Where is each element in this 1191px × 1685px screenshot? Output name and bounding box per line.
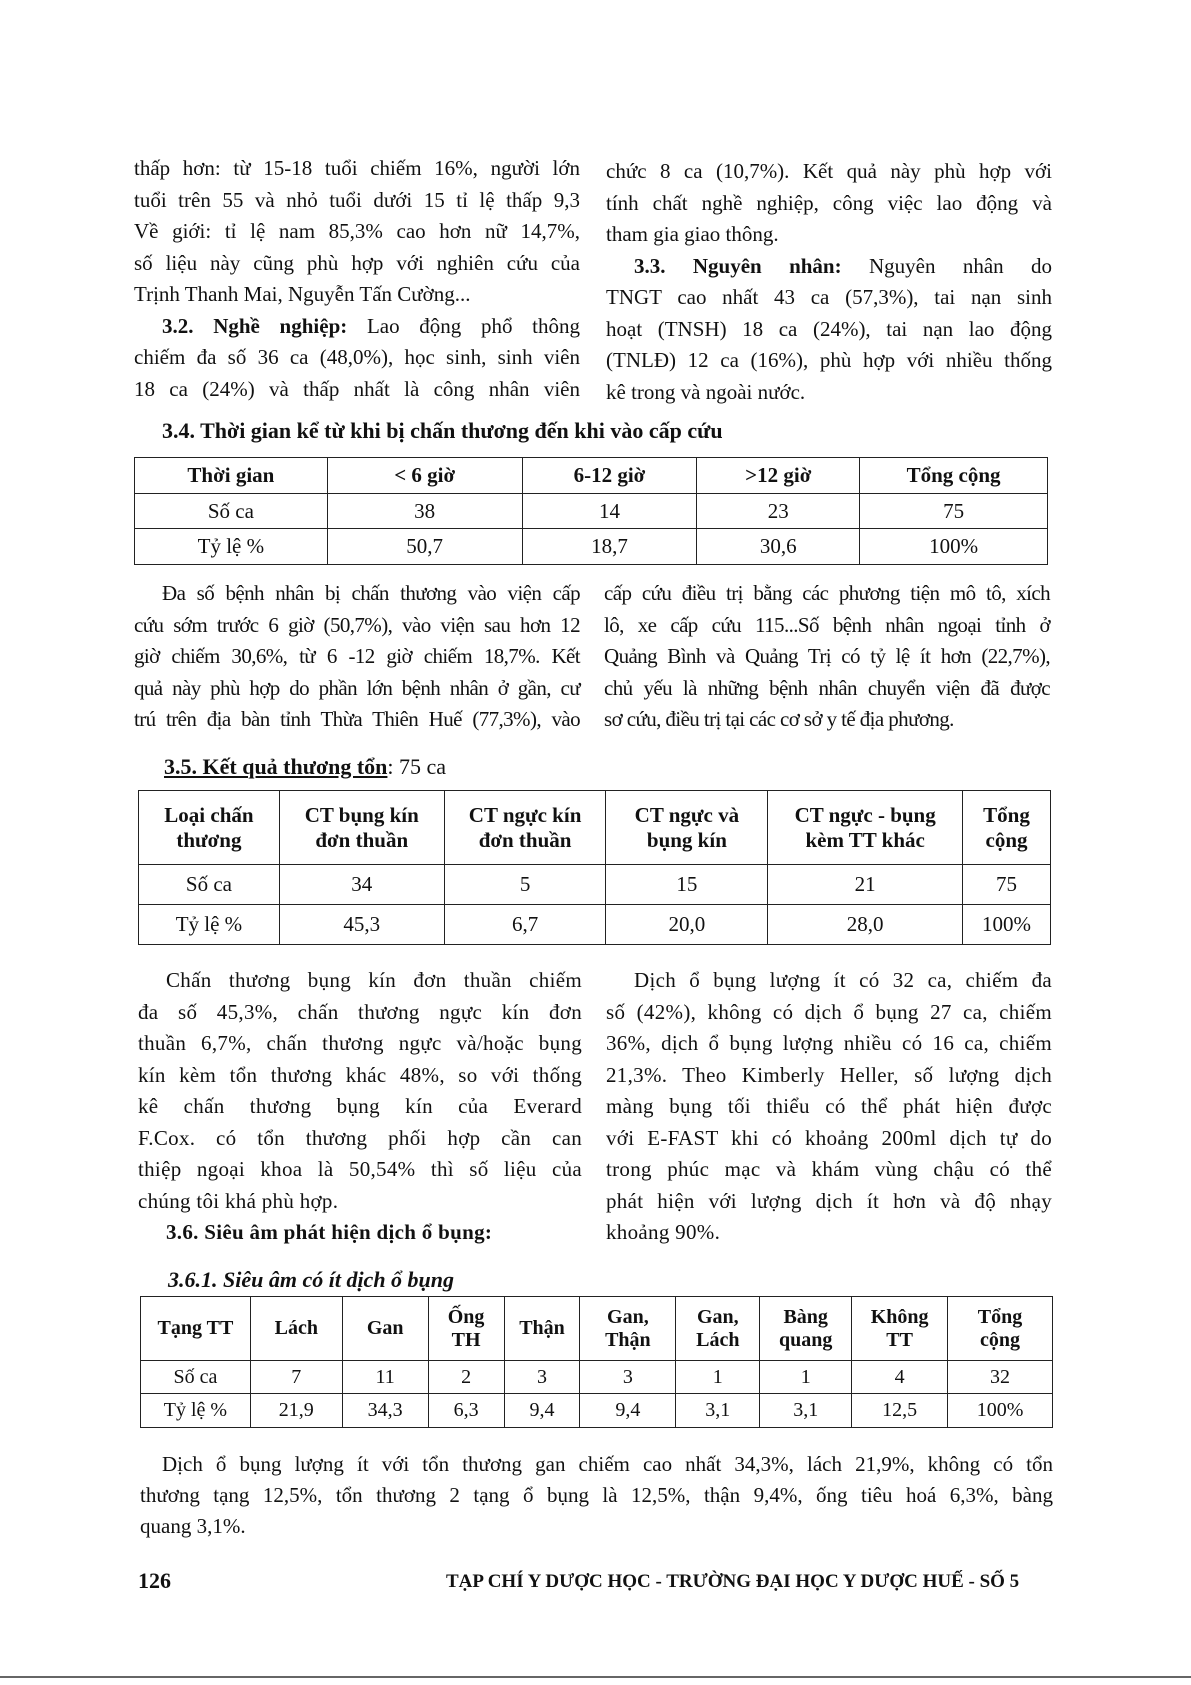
table-cell: 14 [522,494,697,529]
table-cell: 3 [580,1361,676,1394]
text-line: kê chấn thương bụng kín của Everard [138,1094,582,1118]
table-cell: 21 [768,865,963,905]
text-line: 36%, dịch ổ bụng lượng nhiều có 16 ca, chiếm [606,1031,1052,1055]
table-row [135,529,1048,565]
text-line: khoảng 90%. [606,1220,721,1244]
section-heading-3-5 [164,754,446,780]
table-header-cell: CT bụng kín đơn thuần [279,791,444,865]
fluid-organ-table [140,1296,1053,1428]
s35-left-column [138,965,582,1249]
text-line: Dịch ổ bụng lượng ít với tổn thương gan chiếm cao nhất 34,3%, lách 21,9%, không có tổn [162,1452,1053,1476]
table-cell: Tỷ lệ % [141,1394,251,1428]
table-cell: 45,3 [279,905,444,945]
s361-paragraph [140,1449,1053,1542]
table-cell: 9,4 [504,1394,580,1428]
text-line: kín kèm tổn thương khác 48%, so với thống [138,1062,582,1087]
table-cell: 1 [760,1361,852,1394]
table-cell: Tỷ lệ % [135,529,328,565]
s35-right-column [606,965,1052,1249]
section-heading-3-3: 3.3. Nguyên nhân: [634,253,842,278]
section-heading-3-2: 3.2. Nghề nghiệp: [162,313,348,338]
table-cell: Số ca [135,494,328,529]
table-cell: 28,0 [768,905,963,945]
table-cell: 100% [860,529,1048,565]
table-cell: 100% [963,905,1051,945]
text-line: cấp cứu điều trị bằng các phương tiện mô tô, xích [604,581,1050,605]
table-cell: 15 [606,865,768,905]
text-line: F.Cox. có tổn thương phối hợp cần can [138,1125,582,1150]
table-cell: 5 [444,865,606,905]
table-header-cell: Tổng cộng [963,791,1051,865]
table-cell: 9,4 [580,1394,676,1428]
table-row [135,494,1048,529]
table-cell: 7 [250,1361,342,1394]
text-line: tuổi trên 55 và nhỏ tuổi dưới 15 tỉ lệ thấp 9,3 [134,187,580,212]
injury-result-table [138,790,1051,945]
text-line: 18 ca (24%) và thấp nhất là công nhân viên [134,376,580,401]
text-line: (TNLĐ) 12 ca (16%), phù hợp với nhiều thống [606,348,1052,372]
table-row [139,865,1051,905]
table-header-cell: Không TT [852,1297,948,1361]
heading-rest-text: : 75 ca [387,754,447,779]
section-heading-3-6: 3.6. Siêu âm phát hiện dịch ổ bụng: [166,1220,493,1244]
text-line: cứu sớm trước 6 giờ (50,7%), vào viện sau hơn 12 [134,612,580,637]
text-line: thuần 6,7%, chấn thương ngực và/hoặc bụng [138,1031,582,1055]
table-row [141,1394,1053,1428]
table-cell: 3 [504,1361,580,1394]
table-cell: 12,5 [852,1394,948,1428]
text-fragment: Nguyên nhân do [841,253,1052,278]
text-line: chúng tôi khá phù hợp. [138,1188,339,1213]
text-line: tính chất nghề nghiệp, công việc lao động và [606,190,1052,215]
top-right-column [606,156,1052,408]
table-header-row [141,1297,1053,1361]
table-header-cell: < 6 giờ [327,458,522,494]
table-cell: 75 [860,494,1048,529]
bottom-scan-edge [0,1676,1191,1678]
table-row [141,1361,1053,1394]
text-line: giờ chiếm 30,6%, từ 6 -12 giờ chiếm 18,7%. Kết [134,644,580,668]
table-header-cell: Tạng TT [141,1297,251,1361]
text-line: màng bụng tối thiểu có thể phát hiện được [606,1094,1052,1118]
table-header-row [135,458,1048,494]
time-to-emergency-table [134,457,1048,565]
table-header-cell: Gan [342,1297,428,1361]
journal-running-footer: TẠP CHÍ Y DƯỢC HỌC - TRƯỜNG ĐẠI HỌC Y DƯỢC HUẾ - SỐ 5 [446,1571,1020,1592]
table-header-cell: 6-12 giờ [522,458,697,494]
text-line: thiệp ngoại khoa là 50,54% thì số liệu của [138,1157,582,1181]
table-cell: 6,7 [444,905,606,945]
table-cell: 11 [342,1361,428,1394]
table-header-cell: CT ngực và bụng kín [606,791,768,865]
text-line: Về giới: tỉ lệ nam 85,3% cao hơn nữ 14,7%, [134,219,580,243]
text-line: lô, xe cấp cứu 115...Số bệnh nhân ngoại tỉnh ở [604,612,1050,637]
table-header-row [139,791,1051,865]
table-row [139,905,1051,945]
table-header-cell: Tổng cộng [948,1297,1053,1361]
table-header-cell: Tổng cộng [860,458,1048,494]
table-cell: 30,6 [697,529,860,565]
text-line: trú trên địa bàn tỉnh Thừa Thiên Huế (77,3%), vào [134,707,580,731]
text-line: tham gia giao thông. [606,222,779,246]
page-number: 126 [138,1568,171,1593]
text-line [134,311,580,343]
table-header-cell: Ống TH [428,1297,504,1361]
text-fragment: Lao động phổ thông [347,313,581,338]
text-line: số liệu này cũng phù hợp với nghiên cứu của [134,250,580,275]
table-cell: 38 [327,494,522,529]
text-line: Quảng Bình và Quảng Trị có tỷ lệ ít hơn (22,7%), [604,644,1050,668]
text-line [606,251,1052,283]
text-line: Chấn thương bụng kín đơn thuần chiếm [166,968,582,992]
table-cell: 2 [428,1361,504,1394]
table-header-cell: Bàng quang [760,1297,852,1361]
table-header-cell: Lách [250,1297,342,1361]
text-line: thương tạng 12,5%, tổn thương 2 tạng ổ bụng là 12,5%, thận 9,4%, ống tiêu hoá 6,3%, bàng [140,1483,1053,1507]
table-cell: 4 [852,1361,948,1394]
text-line: hoạt (TNSH) 18 ca (24%), tai nạn lao động [606,316,1052,341]
table-cell: 3,1 [760,1394,852,1428]
table-cell: Tỷ lệ % [139,905,280,945]
table-cell: 3,1 [676,1394,760,1428]
table-cell: 50,7 [327,529,522,565]
text-line: số (42%), không có dịch ổ bụng 27 ca, chiếm [606,999,1052,1024]
text-line: TNGT cao nhất 43 ca (57,3%), tai nạn sinh [606,285,1052,309]
table-header-cell: >12 giờ [697,458,860,494]
text-line: sơ cứu, điều trị tại các cơ sở y tế địa phương. [604,707,954,731]
table-cell: 6,3 [428,1394,504,1428]
text-line: phát hiện với lượng dịch ít hơn và độ nhạy [606,1188,1052,1213]
table-cell: Số ca [139,865,280,905]
table-header-cell: Loại chấn thương [139,791,280,865]
text-line: chức 8 ca (10,7%). Kết quả này phù hợp với [606,159,1052,183]
table-cell: 34 [279,865,444,905]
text-line: quả này phù hợp do phần lớn bệnh nhân ở gần, cư [134,675,580,700]
table-cell: 1 [676,1361,760,1394]
text-line: kê trong và ngoài nước. [606,379,806,404]
table-cell: 75 [963,865,1051,905]
heading-bold-text: 3.5. Kết quả thương tổn [164,754,388,779]
table-cell: 23 [697,494,860,529]
table-cell: 34,3 [342,1394,428,1428]
text-line: quang 3,1%. [140,1514,246,1538]
text-line: Trịnh Thanh Mai, Nguyễn Tấn Cường... [134,282,471,306]
text-line: thấp hơn: từ 15-18 tuổi chiếm 16%, người lớn [134,156,580,180]
text-line: với E-FAST khi có khoảng 200ml dịch tự do [606,1125,1052,1150]
table-header-cell: Gan, Thận [580,1297,676,1361]
text-line: Dịch ổ bụng lượng ít có 32 ca, chiếm đa [634,968,1052,992]
section-heading-3-4: 3.4. Thời gian kể từ khi bị chấn thương đến khi vào cấp cứu [162,418,723,443]
table-cell: 32 [948,1361,1053,1394]
table-header-cell: Gan, Lách [676,1297,760,1361]
table-header-cell: Thời gian [135,458,328,494]
table-cell: 20,0 [606,905,768,945]
table-cell: 21,9 [250,1394,342,1428]
table-cell: 18,7 [522,529,697,565]
text-line: Đa số bệnh nhân bị chấn thương vào viện cấp [162,581,580,605]
table-header-cell: CT ngực kín đơn thuần [444,791,606,865]
top-left-column [134,153,580,405]
text-line: trong phúc mạc và khám vùng chậu có thể [606,1157,1052,1181]
text-line: đa số 45,3%, chấn thương ngực kín đơn [138,999,582,1024]
table-header-cell: Thận [504,1297,580,1361]
table-header-cell: CT ngực - bụng kèm TT khác [768,791,963,865]
text-line: chủ yếu là những bệnh nhân chuyển viện đã được [604,675,1050,700]
table-cell: 100% [948,1394,1053,1428]
s34-right-column [604,578,1050,736]
section-heading-3-6-1: 3.6.1. Siêu âm có ít dịch ổ bụng [168,1267,455,1292]
text-line: 21,3%. Theo Kimberly Heller, số lượng dịch [606,1062,1052,1087]
text-line: chiếm đa số 36 ca (48,0%), học sinh, sinh viên [134,345,580,369]
table-cell: Số ca [141,1361,251,1394]
s34-left-column [134,578,580,736]
